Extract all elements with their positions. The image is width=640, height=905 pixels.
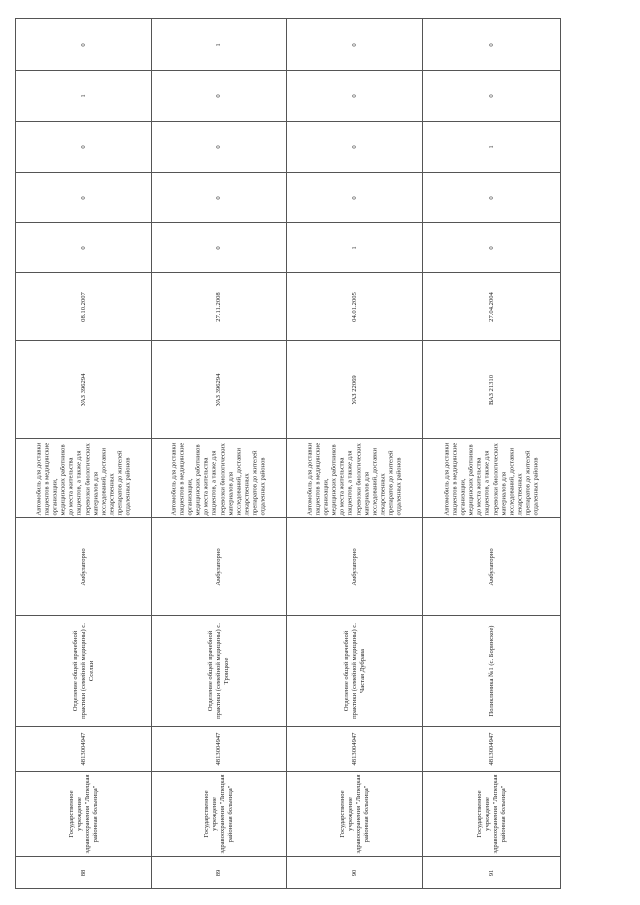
row-number-cell bbox=[16, 857, 151, 889]
cell-text: 0 bbox=[214, 245, 222, 250]
cell-text: ВАЗ 21310 bbox=[487, 374, 495, 405]
value-cell-2 bbox=[152, 173, 286, 223]
cell-text: Отделение общей врачебной практики (семейной медицины) с. Троицкое bbox=[206, 623, 231, 719]
value-cell-5 bbox=[423, 19, 560, 71]
value-cell-1 bbox=[16, 223, 151, 273]
cell-text: Отделение общей врачебной практики (семейной медицины) с. Сселки bbox=[71, 623, 95, 719]
cell-text: 0 bbox=[487, 245, 495, 250]
value-cell-4 bbox=[423, 71, 560, 122]
cell-text: Государственное учреждение здравоохранения "Липецкая районная больница" bbox=[67, 774, 99, 854]
value-cell-4 bbox=[152, 71, 286, 122]
cell-text: Автомобиль для доставки пациентов в медицинские организации, медицинских работников до места жительства пациентов, а также для перевозки биологических материалов для исследований, доставки лекарственных препаратов до жителей отдаленных районов bbox=[34, 442, 131, 516]
row-number-cell bbox=[287, 857, 422, 889]
cell-text: Государственное учреждение здравоохранения "Липецкая районная больница" bbox=[338, 774, 370, 854]
code-cell bbox=[16, 727, 151, 772]
care-cell bbox=[287, 518, 422, 616]
model-cell bbox=[287, 341, 422, 439]
date-cell bbox=[287, 273, 422, 341]
row-number-cell bbox=[423, 857, 560, 889]
value-cell-2 bbox=[16, 173, 151, 223]
value-cell-5 bbox=[287, 19, 422, 71]
cell-text: 1 bbox=[350, 245, 358, 250]
purpose-cell bbox=[287, 439, 422, 518]
cell-text: 4813004947 bbox=[350, 732, 358, 766]
code-cell bbox=[152, 727, 286, 772]
cell-text: 1 bbox=[214, 42, 222, 47]
value-cell-2 bbox=[423, 173, 560, 223]
cell-text: 0 bbox=[79, 195, 87, 200]
cell-text: Амбулаторно bbox=[350, 547, 358, 586]
cell-text: 0 bbox=[487, 94, 495, 98]
value-cell-1 bbox=[423, 223, 560, 273]
value-cell-4 bbox=[16, 71, 151, 122]
date-cell bbox=[16, 273, 151, 341]
code-cell bbox=[287, 727, 422, 772]
table-row bbox=[287, 19, 423, 888]
cell-text: Амбулаторно bbox=[487, 547, 495, 586]
purpose-cell bbox=[152, 439, 286, 518]
cell-text: 0 bbox=[350, 94, 358, 98]
cell-text: Амбулаторно bbox=[214, 547, 222, 586]
cell-text: 4813004947 bbox=[79, 732, 87, 766]
care-cell bbox=[423, 518, 560, 616]
cell-text: УАЗ 396294 bbox=[79, 373, 87, 406]
table-row bbox=[152, 19, 287, 888]
code-cell bbox=[423, 727, 560, 772]
cell-text: 1 bbox=[79, 94, 87, 98]
row-number-cell bbox=[152, 857, 286, 889]
value-cell-5 bbox=[16, 19, 151, 71]
value-cell-3 bbox=[152, 122, 286, 173]
table-row bbox=[16, 19, 152, 888]
organization-cell bbox=[152, 772, 286, 857]
cell-text: 0 bbox=[487, 42, 495, 47]
cell-text: Автомобиль для доставки пациентов в медицинские организации, медицинских работников до места жительства пациентов, а также для перевозки биологических материалов для исследований, доставки лекарственных препаратов до жителей отдаленных районов bbox=[442, 442, 539, 516]
model-cell bbox=[152, 341, 286, 439]
cell-text: 4813004947 bbox=[214, 732, 222, 766]
value-cell-1 bbox=[152, 223, 286, 273]
care-cell bbox=[16, 518, 151, 616]
cell-text: 0 bbox=[79, 245, 87, 250]
date-cell bbox=[423, 273, 560, 341]
cell-text: 0 bbox=[79, 42, 87, 47]
cell-text: 0 bbox=[350, 195, 358, 200]
cell-text: Поликлиника №1 (с. Боринское) bbox=[487, 625, 495, 717]
cell-text: Амбулаторно bbox=[79, 547, 87, 586]
model-cell bbox=[423, 341, 560, 439]
cell-text: Автомобиль для доставки пациентов в медицинские организации, медицинских работников до места жительства пациентов, а также для перевозки биологических материалов для исследований, доставки лекарственных препаратов до жителей отдаленных районов bbox=[170, 442, 267, 516]
table-row bbox=[423, 19, 560, 888]
value-cell-3 bbox=[287, 122, 422, 173]
organization-cell bbox=[16, 772, 151, 857]
date-cell bbox=[152, 273, 286, 341]
cell-text: Государственное учреждение здравоохранения "Липецкая районная больница" bbox=[475, 774, 507, 854]
cell-text: Автомобиль для доставки пациентов в медицинские организации, медицинских работников до места жительства пациентов, а также для перевозки биологических материалов для исследований, доставки лекарственных препаратов до жителей отдаленных районов bbox=[305, 442, 402, 516]
cell-text: 0 bbox=[214, 195, 222, 200]
cell-text: 27.04.2004 bbox=[487, 291, 495, 322]
care-cell bbox=[152, 518, 286, 616]
cell-text: Государственное учреждение здравоохранения "Липецкая районная больница" bbox=[202, 774, 235, 854]
cell-text: 1 bbox=[487, 145, 495, 149]
organization-cell bbox=[423, 772, 560, 857]
cell-text: УАЗ 396294 bbox=[214, 373, 222, 406]
department-cell bbox=[287, 616, 422, 727]
cell-text: 0 bbox=[214, 145, 222, 149]
vehicles-table bbox=[15, 18, 561, 889]
value-cell-3 bbox=[423, 122, 560, 173]
value-cell-2 bbox=[287, 173, 422, 223]
cell-text: 4813004947 bbox=[487, 732, 495, 766]
department-cell bbox=[152, 616, 286, 727]
cell-text: 0 bbox=[487, 195, 495, 200]
cell-text: 89 bbox=[214, 869, 222, 877]
department-cell bbox=[16, 616, 151, 727]
value-cell-4 bbox=[287, 71, 422, 122]
cell-text: 0 bbox=[214, 94, 222, 98]
value-cell-1 bbox=[287, 223, 422, 273]
cell-text: Отделение общей врачебной практики (семейной медицины) с. Частая Дубрава bbox=[342, 623, 366, 719]
cell-text: 88 bbox=[79, 869, 87, 877]
organization-cell bbox=[287, 772, 422, 857]
cell-text: 04.01.2005 bbox=[350, 291, 358, 322]
cell-text: 90 bbox=[350, 869, 358, 877]
cell-text: 0 bbox=[350, 42, 358, 47]
cell-text: 08.10.2007 bbox=[79, 291, 87, 322]
cell-text: 91 bbox=[487, 869, 495, 877]
cell-text: 27.11.2008 bbox=[214, 291, 222, 322]
cell-text: 0 bbox=[79, 145, 87, 149]
cell-text: УАЗ 22069 bbox=[350, 374, 358, 405]
value-cell-5 bbox=[152, 19, 286, 71]
department-cell bbox=[423, 616, 560, 727]
value-cell-3 bbox=[16, 122, 151, 173]
cell-text: 0 bbox=[350, 145, 358, 149]
purpose-cell bbox=[423, 439, 560, 518]
purpose-cell bbox=[16, 439, 151, 518]
model-cell bbox=[16, 341, 151, 439]
